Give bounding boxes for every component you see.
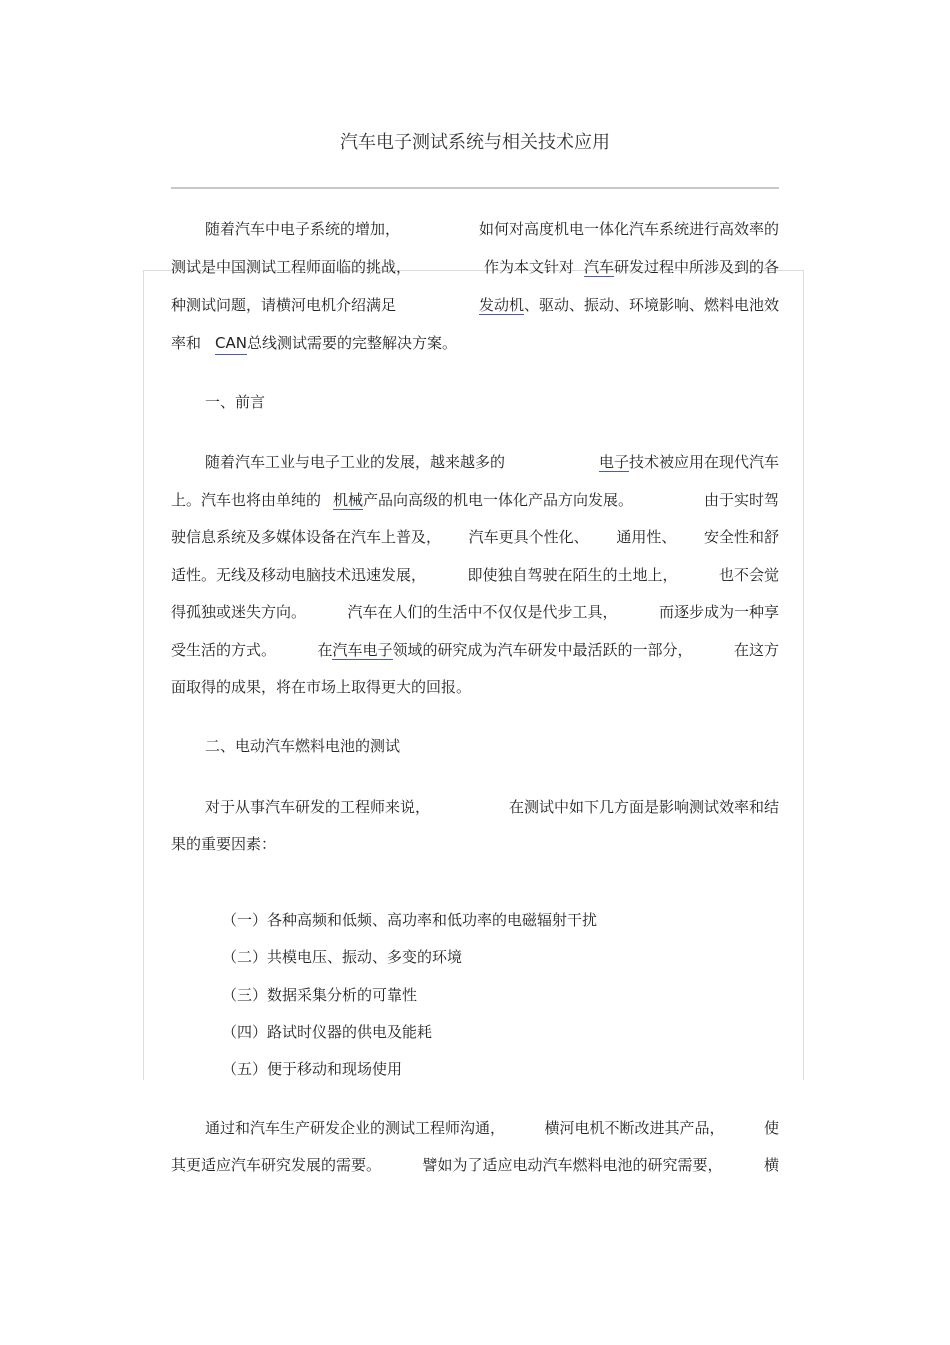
- link-mechanical[interactable]: 机械: [333, 491, 364, 509]
- s1-line-6: 受生活的方式。 在汽车电子领域的研究成为汽车研发中最活跃的一部分， 在这方: [171, 641, 779, 659]
- section-heading-preface: 一、前言: [205, 393, 266, 411]
- intro-line-4: 率和 CAN 总线测试需要的完整解决方案。: [171, 332, 779, 354]
- s1-line-3: 驶信息系统及多媒体设备在汽车上普及， 汽车更具个性化、 通用性、 安全性和舒: [171, 528, 779, 546]
- s2-line-2: 果的重要因素：: [171, 835, 277, 853]
- link-engine[interactable]: 发动机: [478, 296, 524, 314]
- link-electronics[interactable]: 电子: [598, 453, 629, 471]
- intro-line-3: 种测试问题，请横河电机介绍满足 发动机、驱动、振动、环境影响、燃料电池效: [171, 296, 779, 314]
- frame-left-line: [143, 270, 144, 1080]
- list-item: （五）便于移动和现场使用: [222, 1060, 403, 1078]
- list-item: （三）数据采集分析的可靠性: [222, 986, 418, 1004]
- s1-line-4: 适性。无线及移动电脑技术迅速发展， 即使独自驾驶在陌生的土地上， 也不会觉: [171, 566, 779, 584]
- s2-p2-line-2: 其更适应汽车研究发展的需要。 譬如为了适应电动汽车燃料电池的研究需要， 横: [171, 1156, 779, 1174]
- intro-line-2: 测试是中国测试工程师面临的挑战， 作为本文针对 汽车研发过程中所涉及到的各: [171, 258, 779, 276]
- list-item: （二）共模电压、振动、多变的环境: [222, 948, 463, 966]
- section-heading-fuel-cell: 二、电动汽车燃料电池的测试: [205, 737, 401, 755]
- s1-line-2: 上。汽车也将由单纯的 机械产品向高级的机电一体化产品方向发展。 由于实时驾: [171, 491, 779, 509]
- link-can[interactable]: CAN: [215, 332, 247, 355]
- list-item: （四）路试时仪器的供电及能耗: [222, 1023, 433, 1041]
- s2-p2-line-1: 通过和汽车生产研发企业的测试工程师沟通， 横河电机不断改进其产品， 使: [205, 1119, 779, 1137]
- link-automobile[interactable]: 汽车: [583, 258, 614, 276]
- page-title: 汽车电子测试系统与相关技术应用: [340, 132, 610, 153]
- link-auto-electronics[interactable]: 汽车电子: [332, 641, 393, 659]
- s2-line-1: 对于从事汽车研发的工程师来说， 在测试中如下几方面是影响测试效率和结: [205, 798, 779, 816]
- intro-line-1: 随着汽车中电子系统的增加， 如何对高度机电一体化汽车系统进行高效率的: [205, 220, 779, 238]
- s1-line-5: 得孤独或迷失方向。 汽车在人们的生活中不仅仅是代步工具， 而逐步成为一种享: [171, 603, 779, 621]
- title-divider: [171, 187, 779, 189]
- s1-line-7: 面取得的成果，将在市场上取得更大的回报。: [171, 678, 472, 696]
- frame-right-line: [803, 270, 804, 1080]
- list-item: （一）各种高频和低频、高功率和低功率的电磁辐射干扰: [222, 911, 598, 929]
- s1-line-1: 随着汽车工业与电子工业的发展，越来越多的 电子技术被应用在现代汽车: [205, 453, 779, 471]
